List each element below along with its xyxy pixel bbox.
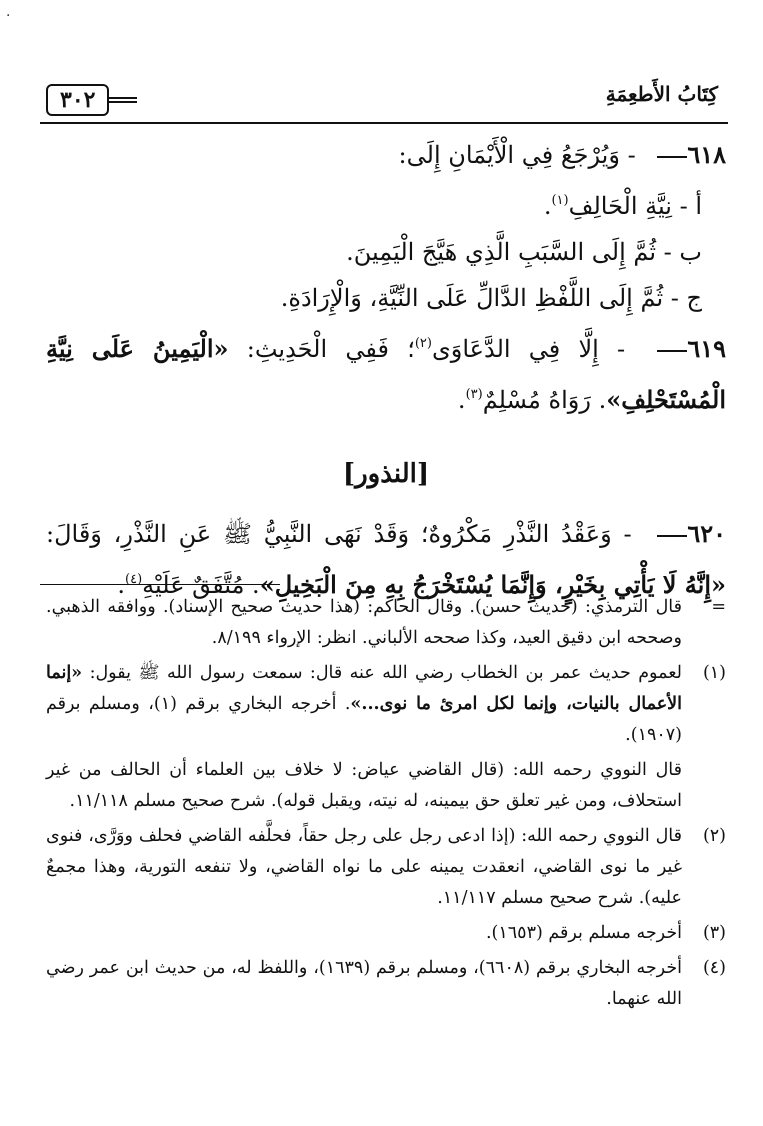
item-620-text-2: . مُتَّفَقٌ عَلَيْهِ [142, 571, 260, 599]
page-number: ٣٠٢ [46, 84, 109, 116]
footnote-separator [40, 584, 280, 585]
book-title: كِتَابُ الأَطعِمَةِ [605, 82, 718, 106]
section-title: [النذور] [342, 459, 430, 489]
item-619-text-3: . رَوَاهُ مُسْلِمٌ [482, 386, 607, 414]
page-number-box [40, 84, 137, 116]
item-618-marker [653, 132, 726, 178]
item-620-marker [653, 511, 726, 557]
footnote-4 [46, 953, 726, 1015]
page-header [40, 78, 730, 118]
footnote-1-continuation: قال النووي رحمه الله: (قال القاضي عياض: لا خلاف بين العلماء أن الحالف من غير استحلاف، ومن غير تعلق حق بيمينه، له نيته، ويقبل قوله). شرح صحيح مسلم ١١/١١٨. [46, 760, 682, 811]
footnote-mark: = [711, 597, 726, 617]
item-619-text-2: ؛ فَفِي الْحَدِيثِ: [228, 335, 415, 363]
footnote-ref-4[interactable]: (٤) [125, 572, 143, 587]
item-618-a [46, 178, 702, 229]
item-618-a-text: أ - نِيَّةِ الْحَالِفِ [568, 192, 702, 220]
footnote-1-text-2: . أخرجه البخاري برقم (١)، ومسلم برقم (١٩٠٧). [46, 694, 682, 745]
hadith-quote: «إِنَّهُ لَا يَأْتِي بِخَيْرٍ، وَإِنَّمَا يُسْتَخْرَجُ بِهِ مِنَ الْبَخِيلِ» [259, 570, 726, 599]
header-rule [40, 122, 728, 124]
item-dash [657, 350, 687, 352]
item-619-text: - إِلَّا فِي الدَّعَاوَى [431, 335, 644, 363]
item-618-c: ج - ثُمَّ إِلَى اللَّفْظِ الدَّالِّ عَلَى النِّيَّةِ، وَالْإِرَادَةِ. [280, 284, 702, 312]
footnote-2 [46, 821, 726, 914]
footnote-ref-3[interactable]: (٣) [465, 387, 483, 402]
item-620-number: ٦٢٠ [687, 519, 726, 548]
item-618-number: ٦١٨ [687, 140, 726, 169]
footnote-3 [46, 918, 726, 949]
item-618-text: - وَيُرْجَعُ فِي الْأَيْمَانِ إِلَى: [398, 141, 644, 169]
item-618-b: ب - ثُمَّ إِلَى السَّبَبِ الَّذِي هَيَّجَ الْيَمِينَ. [346, 238, 702, 266]
footnote-ref-1[interactable]: (١) [551, 193, 569, 208]
item-619-number: ٦١٩ [687, 334, 726, 363]
footnote-mark: (٣) [702, 923, 726, 943]
footnote-text: قال الترمذي: (حديث حسن). وقال الحاكم: (هذا حديث صحيح الإسناد). ووافقه الذهبي. وصححه ابن دقيق العيد، وكذا صححه الألباني. انظر: الإرواء ٨/١٩٩. [46, 597, 682, 648]
footnote-text: قال النووي رحمه الله: (إذا ادعى رجل على رجل حقاً، فحلَّفه القاضي فحلف ووَرَّى، فنوى غير ما نوى القاضي، انعقدت يمينه على ما نواه القاضي، ولا تنفعه التورية، وهذا مجمعٌ عليه). شرح صحيح مسلم ١١/١١٧. [46, 826, 682, 908]
footnote-1-text: لعموم حديث عمر بن الخطاب رضي الله عنه قال: سمعت رسول الله ﷺ يقول: [82, 663, 682, 683]
footnote-mark: (٢) [702, 826, 726, 846]
item-619-marker [653, 326, 726, 372]
item-dash [657, 535, 687, 537]
item-618-a-end: . [543, 192, 552, 220]
footnote-text [46, 658, 682, 751]
footnote-mark: (١) [702, 663, 726, 683]
item-618 [46, 132, 726, 178]
item-dash [657, 156, 687, 158]
item-620-end: . [117, 571, 126, 599]
footnote-1-quote: «إنما الأعمال بالنيات، وإنما لكل امرئ ما نوى...» [46, 663, 682, 714]
item-620-text: - وَعَقْدُ النَّذْرِ مَكْرُوهٌ؛ وَقَدْ نَهَى النَّبِيُّ ﷺ عَنِ النَّذْرِ، وَقَالَ: [46, 520, 644, 548]
footnote-ref-2[interactable]: (٢) [414, 336, 432, 351]
footnote-1 [46, 658, 726, 751]
footnote-continued [46, 592, 726, 654]
footnote-text: أخرجه مسلم برقم (١٦٥٣). [485, 923, 682, 943]
hadith-quote: «الْيَمِينُ عَلَى نِيَّةِ الْمُسْتَحْلِفِ» [46, 334, 726, 414]
footnote-text: أخرجه البخاري برقم (٦٦٠٨)، ومسلم برقم (١٦٣٩)، واللفظ له، من حديث ابن عمر رضي الله عنهما. [46, 958, 682, 1009]
footnote-mark: (٤) [702, 958, 726, 978]
item-619-end: . [457, 386, 466, 414]
item-619 [46, 321, 726, 423]
page-number-decor-line [109, 97, 137, 103]
corner-mark: · [6, 8, 11, 24]
main-text [46, 132, 726, 608]
footnotes [46, 592, 726, 1019]
